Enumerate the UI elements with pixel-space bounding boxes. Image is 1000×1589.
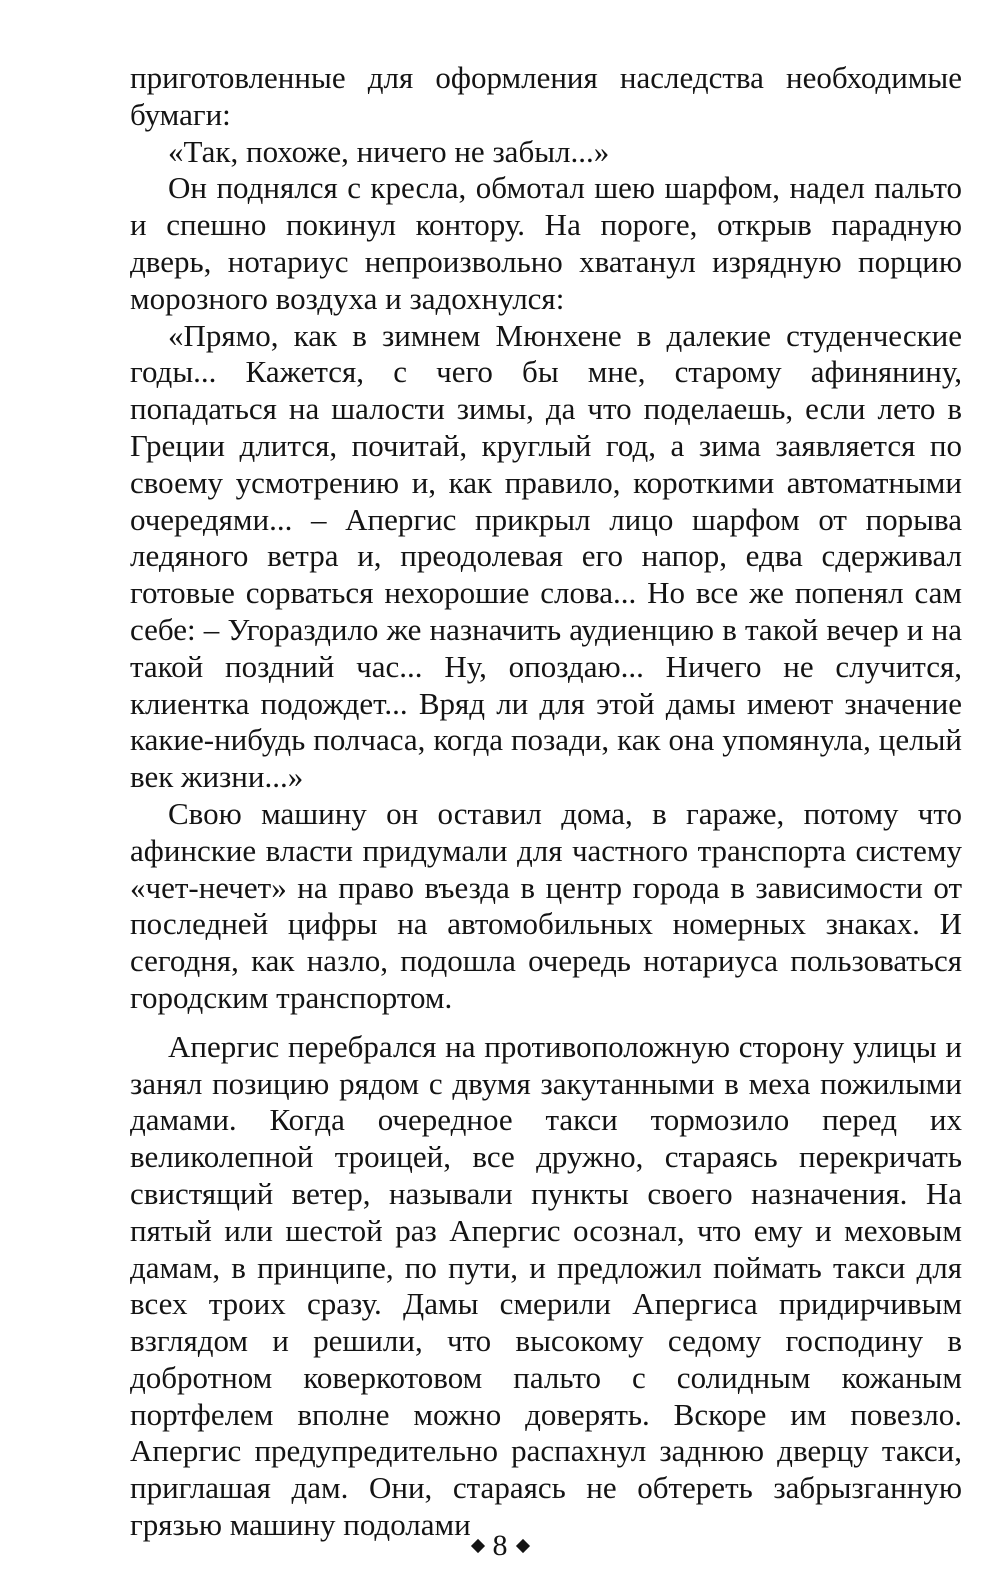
paragraph-leaving-office: Он поднялся с кресла, обмотал шею шарфом, надел пальто и спешно покинул контору. На пороге, открыв парадную дверь, нотариус непроизвольно хватанул изрядную порцию морозного воздуха и задохнулся: [130,170,962,316]
diamond-ornament-right-icon [515,1539,529,1553]
paragraph-quote-forgot: «Так, похоже, ничего не забыл...» [168,133,610,169]
page-number: 8 [492,1529,508,1562]
paragraph-continuation: приготовленные для оформления наследства необходимые бумаги: [130,60,962,132]
page-body [130,60,962,1544]
page-number-footer [0,1528,1000,1564]
paragraph-taxi-ladies: Апергис перебрался на противоположную сторону улицы и занял позицию рядом с двумя закутанными в меха пожилыми дамами. Когда очередное такси тормозило перед их великолепной троицей, все дружно, стараясь перекричать свистящий ветер, называли пункты своего назначения. На пятый или шестой раз Апергис осознал, что ему и меховым дамам, в принципе, по пути, и предложил поймать такси для всех троих сразу. Дамы смерили Апергиса придирчивым взглядом и решили, что высокому седому господину в добротном коверкотовом пальто с солидным кожаным портфелем вполне можно доверять. Вскоре им повезло. Апергис предупредительно распахнул заднюю дверцу такси, приглашая дам. Они, стараясь не обтереть забрызганную грязью машину подолами [130,1028,962,1543]
paragraph-car-left-home: Свою машину он оставил дома, в гараже, потому что афинские власти придумали для частного транспорта систему «чет-нечет» на право въезда в центр города в зависимости от последней цифры на автомобильных номерных знаках. И сегодня, как назло, подошла очередь нотариуса пользоваться городским транспортом. [130,795,962,1015]
diamond-ornament-left-icon [470,1539,484,1553]
paragraph-munich-monologue: «Прямо, как в зимнем Мюнхене в далекие студенческие годы... Кажется, с чего бы мне, старому афинянину, попадаться на шалости зимы, да что поделаешь, если лето в Греции длится, почитай, круглый год, а зима заявляется по своему усмотрению и, как правило, короткими автоматными очередями... – Апергис прикрыл лицо шарфом от порыва ледяного ветра и, преодолевая его напор, едва сдерживал готовые сорваться нехорошие слова... Но все же попенял сам себе: – Угораздило же назначить аудиенцию в такой вечер и на такой поздний час... Ну, опоздаю... Ничего не случится, клиентка подождет... Вряд ли для этой дамы имеют значение какие-нибудь полчаса, когда позади, как она упомянула, целый век жизни...» [130,317,962,795]
